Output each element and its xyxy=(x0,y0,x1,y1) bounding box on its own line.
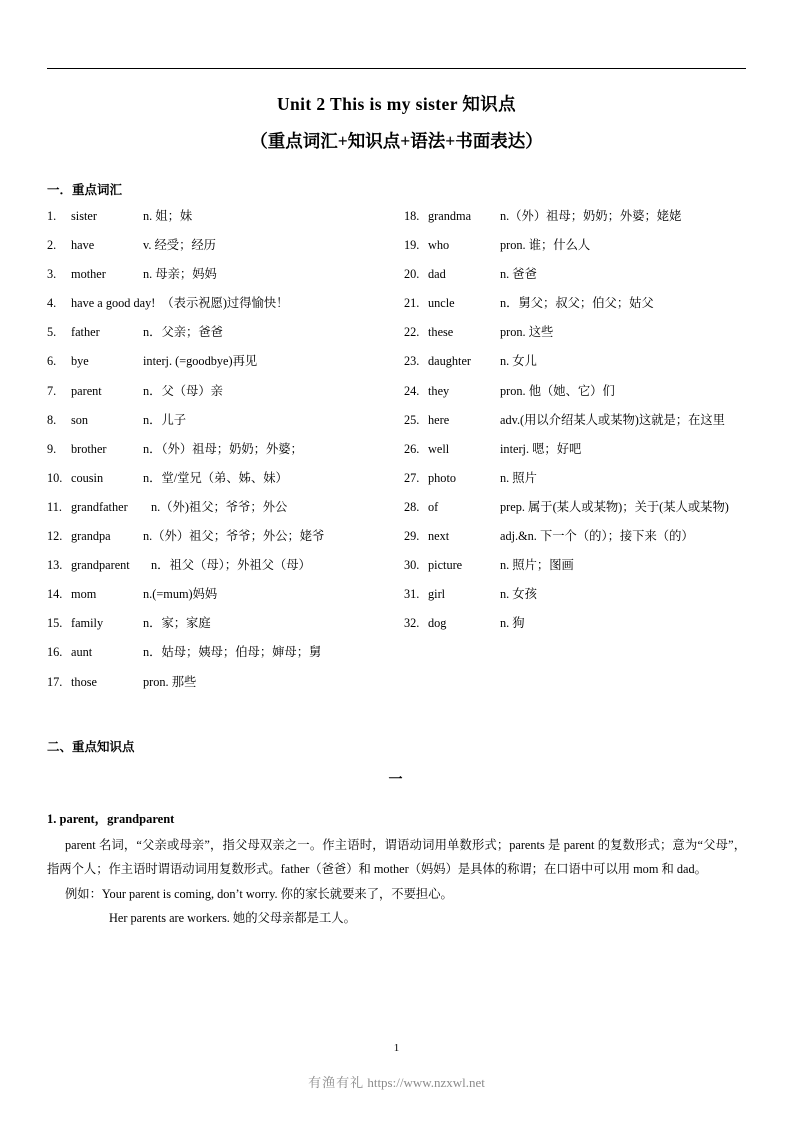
vocab-number: 23. xyxy=(404,354,420,369)
vocab-entry xyxy=(47,644,396,661)
vocabulary-column-right xyxy=(396,208,745,703)
vocab-definition: adj.&n. 下一个（的）；接下来（的） xyxy=(500,529,694,544)
vocab-word: these xyxy=(428,325,454,340)
vocab-number: 1. xyxy=(47,209,57,223)
vocab-definition: n.（外)祖父；爷爷；外公 xyxy=(151,499,288,514)
vocab-number: 29. xyxy=(404,529,420,544)
footer-watermark xyxy=(0,1072,793,1091)
vocab-definition: pron. 那些 xyxy=(143,674,197,689)
section-divider-mark: 一 xyxy=(388,772,405,788)
vocab-entry xyxy=(404,295,745,312)
vocab-number: 14. xyxy=(47,587,63,602)
vocab-definition: n.（外）祖父；爷爷；外公；姥爷 xyxy=(143,529,325,544)
vocab-word: girl xyxy=(428,587,446,602)
vocab-word: have xyxy=(71,238,95,253)
vocab-number: 25. xyxy=(404,412,420,427)
vocab-entry xyxy=(404,557,745,574)
vocab-definition: n．父亲；爸爸 xyxy=(143,325,223,340)
vocab-definition: n.（外）祖母；奶奶；外婆；姥姥 xyxy=(500,209,682,223)
vocab-entry xyxy=(47,557,396,574)
vocab-word: family xyxy=(71,616,104,631)
vocab-definition: n. 女儿 xyxy=(500,354,537,369)
vocab-number: 27. xyxy=(404,470,420,485)
vocab-word: cousin xyxy=(71,470,104,485)
title-block xyxy=(47,0,746,152)
vocab-word: bye xyxy=(71,354,89,369)
vocab-entry xyxy=(47,674,396,691)
page-number: 1 xyxy=(393,1042,400,1054)
vocab-number: 24. xyxy=(404,383,420,398)
vocab-entry xyxy=(47,470,396,487)
header-divider xyxy=(47,68,746,69)
vocab-number: 10. xyxy=(47,470,63,485)
vocab-definition: n. 女孩 xyxy=(500,587,537,602)
vocab-number: 16. xyxy=(47,645,63,660)
vocab-word: grandparent xyxy=(71,558,130,573)
vocab-number: 11. xyxy=(47,499,62,514)
vocab-entry xyxy=(47,586,396,603)
vocab-entry xyxy=(47,295,396,312)
vocab-number: 31. xyxy=(404,587,420,602)
vocab-entry xyxy=(47,412,396,429)
vocab-word: of xyxy=(428,499,439,514)
vocab-entry xyxy=(404,383,745,400)
vocab-word: dog xyxy=(428,616,447,631)
vocab-entry xyxy=(404,470,745,487)
watermark-text: 有渔有礼 xyxy=(308,1075,365,1090)
vocab-number: 12. xyxy=(47,529,63,544)
vocab-definition: （表示祝愿)过得愉快！ xyxy=(161,296,289,311)
vocab-word: uncle xyxy=(428,296,455,311)
vocab-number: 5. xyxy=(47,325,57,340)
vocab-word: have a good day! xyxy=(71,296,156,311)
vocab-definition: v. 经受；经历 xyxy=(143,238,216,253)
vocab-word: next xyxy=(428,529,450,544)
vocab-number: 6. xyxy=(47,354,57,369)
vocab-number: 3. xyxy=(47,267,57,282)
vocab-word: here xyxy=(428,412,450,427)
vocab-number: 7. xyxy=(47,383,57,398)
vocab-word: son xyxy=(71,412,89,427)
vocab-definition: n．父（母）亲 xyxy=(143,383,223,398)
page-title: Unit 2 This is my sister 知识点 xyxy=(276,94,517,114)
vocab-word: dad xyxy=(428,267,446,282)
vocab-definition: adv.(用以介绍某人或某物)这就是；在这里 xyxy=(500,412,725,427)
vocab-entry xyxy=(47,383,396,400)
vocab-word: father xyxy=(71,325,100,340)
vocab-number: 19. xyxy=(404,238,420,253)
vocab-definition: pron. 谁；什么人 xyxy=(500,238,591,253)
vocab-entry xyxy=(404,208,745,225)
vocab-number: 8. xyxy=(47,412,57,427)
vocab-number: 9. xyxy=(47,441,57,456)
vocab-entry xyxy=(47,615,396,632)
vocab-definition: n. 照片 xyxy=(500,470,537,485)
vocab-word: well xyxy=(428,441,450,456)
vocab-number: 15. xyxy=(47,616,63,631)
vocab-definition: interj. 嗯；好吧 xyxy=(500,441,582,456)
vocab-word: grandma xyxy=(428,209,472,223)
vocabulary-columns xyxy=(47,208,746,703)
vocab-entry xyxy=(47,499,396,516)
vocab-number: 26. xyxy=(404,441,420,456)
vocab-definition: n．（外）祖母；奶奶；外婆； xyxy=(143,441,303,456)
vocab-definition: n．祖父（母）；外祖父（母） xyxy=(151,558,311,573)
knowledge-point-example: 例如：Your parent is coming, don’t worry. 你的家长就要来了，不要担心。 xyxy=(65,886,453,901)
vocab-entry xyxy=(404,353,745,370)
vocab-word: aunt xyxy=(71,645,93,660)
vocab-entry xyxy=(47,441,396,458)
vocab-entry xyxy=(404,499,745,516)
knowledge-point-title: 1. parent，grandparent xyxy=(47,811,175,826)
vocab-number: 22. xyxy=(404,325,420,340)
vocab-definition: n. 爸爸 xyxy=(500,267,537,282)
vocab-entry xyxy=(47,353,396,370)
vocab-word: they xyxy=(428,383,450,398)
vocab-word: sister xyxy=(71,209,97,223)
vocab-number: 28. xyxy=(404,499,420,514)
vocab-word: grandfather xyxy=(71,499,128,514)
vocabulary-column-left xyxy=(47,208,396,703)
vocab-definition: n．家；家庭 xyxy=(143,616,211,631)
vocab-word: picture xyxy=(428,558,463,573)
vocab-number: 32. xyxy=(404,616,420,631)
vocab-number: 21. xyxy=(404,296,420,311)
vocab-number: 4. xyxy=(47,296,57,311)
vocab-word: those xyxy=(71,674,97,689)
vocab-entry xyxy=(47,208,396,225)
vocab-number: 30. xyxy=(404,558,420,573)
vocab-word: daughter xyxy=(428,354,472,369)
vocab-entry xyxy=(47,324,396,341)
vocab-number: 18. xyxy=(404,209,420,223)
vocab-entry xyxy=(47,266,396,283)
vocab-definition: pron. 他（她、它）们 xyxy=(500,383,615,398)
vocab-word: brother xyxy=(71,441,107,456)
vocab-entry xyxy=(47,528,396,545)
vocab-definition: n. 照片；图画 xyxy=(500,558,574,573)
vocab-word: mother xyxy=(71,267,106,282)
vocab-entry xyxy=(404,441,745,458)
vocab-definition: n. 姐；妹 xyxy=(143,209,193,223)
vocab-definition: interj. (=goodbye)再见 xyxy=(143,354,258,369)
vocab-definition: n．堂/堂兄（弟、姊、妹） xyxy=(143,470,288,485)
vocab-definition: n．舅父；叔父；伯父；姑父 xyxy=(500,296,654,311)
vocab-definition: n. 母亲；妈妈 xyxy=(143,267,217,282)
vocab-number: 17. xyxy=(47,674,63,689)
section-heading-vocabulary: 一．重点词汇 xyxy=(47,183,123,197)
vocab-definition: pron. 这些 xyxy=(500,325,554,340)
vocab-entry xyxy=(404,266,745,283)
vocab-word: photo xyxy=(428,470,457,485)
vocab-definition: n．儿子 xyxy=(143,412,187,427)
vocab-word: who xyxy=(428,238,450,253)
page-subtitle: （重点词汇+知识点+语法+书面表达） xyxy=(250,131,543,151)
vocab-word: grandpa xyxy=(71,529,111,544)
vocab-entry xyxy=(47,237,396,254)
vocab-word: parent xyxy=(71,383,102,398)
vocab-number: 20. xyxy=(404,267,420,282)
vocab-definition: prep. 属于(某人或某物)；关于(某人或某物) xyxy=(500,499,729,514)
knowledge-point-example-secondary: Her parents are workers. 她的父母亲都是工人。 xyxy=(109,911,356,926)
vocab-word: mom xyxy=(71,587,97,602)
vocab-number: 13. xyxy=(47,558,63,573)
watermark-url: https://www.nzxwl.net xyxy=(367,1075,485,1090)
vocab-entry xyxy=(404,237,745,254)
vocab-entry xyxy=(404,528,745,545)
vocab-entry xyxy=(404,586,745,603)
vocab-definition: n.(=mum)妈妈 xyxy=(143,587,218,602)
knowledge-point-paragraph: parent 名词，“父亲或母亲”，指父母双亲之一。作主语时，谓语动词用单数形式；parents 是 parent 的复数形式；意为“父母”，指两个人；作主语时谓语动词用复数形式。father（爸爸）和 mother（妈妈）是具体的称谓；在口语中可以用 mom 和 dad。 xyxy=(47,837,746,877)
vocab-entry xyxy=(404,324,745,341)
vocab-entry xyxy=(404,412,745,429)
vocab-definition: n. 狗 xyxy=(500,616,525,631)
vocab-entry xyxy=(404,615,745,632)
vocab-definition: n．姑母；姨母；伯母；婶母；舅 xyxy=(143,645,322,660)
section-heading-knowledge: 二、重点知识点 xyxy=(47,739,135,754)
vocab-number: 2. xyxy=(47,238,57,253)
